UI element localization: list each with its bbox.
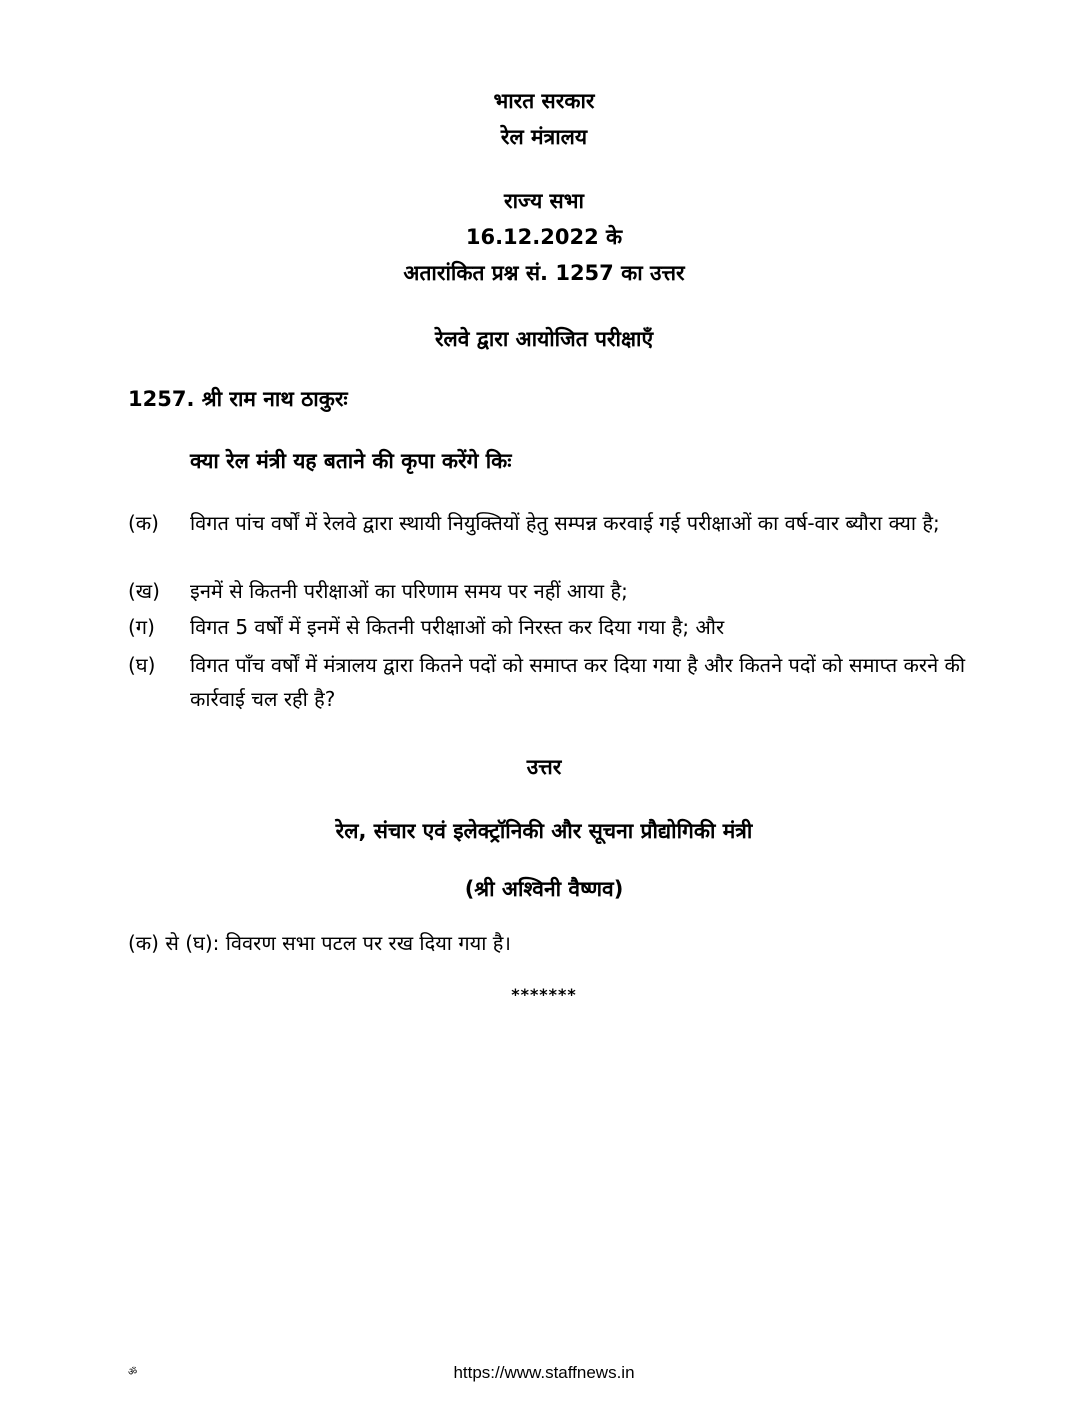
question-reference: अतारांकित प्रश्न सं. 1257 का उत्तर (403, 261, 685, 285)
minister-title: रेल, संचार एवं इलेक्ट्रॉनिकी और सूचना प्रौद्योगिकी मंत्री (335, 819, 753, 843)
question-item-text: विगत पांच वर्षों में रेलवे द्वारा स्थायी नियुक्तियों हेतु सम्पन्न करवाई गई परीक्षाओं का वर्ष-वार ब्यौरा क्या है; (190, 511, 940, 535)
date-line: 16.12.2022 के (465, 225, 623, 249)
minister-name: (श्री अश्विनी वैष्णव) (464, 877, 624, 901)
question-number-member: 1257. श्री राम नाथ ठाकुरः (128, 387, 348, 411)
end-marker: ******* (511, 985, 577, 1004)
question-item-text: विगत पाँच वर्षों में मंत्रालय द्वारा कितने पदों को समाप्त कर दिया गया है और कितने पदों को समाप्त करने की कार्रवाई चल रही है? (190, 653, 966, 711)
footer-url: https://www.staffnews.in (453, 1363, 635, 1382)
subject-title: रेलवे द्वारा आयोजित परीक्षाएँ (434, 327, 654, 351)
question-item-text: विगत 5 वर्षों में इनमें से कितनी परीक्षाओं को निरस्त कर दिया गया है; और (190, 615, 725, 639)
answer-reply: (क) से (घ): विवरण सभा पटल पर रख दिया गया है। (128, 931, 511, 955)
question-item-label: (क) (128, 511, 159, 535)
question-item-label: (ग) (128, 615, 155, 639)
answer-heading: उत्तर (526, 755, 562, 779)
question-intro: क्या रेल मंत्री यह बताने की कृपा करेंगे किः (190, 449, 512, 473)
house-heading: राज्य सभा (504, 189, 584, 213)
question-item-text: इनमें से कितनी परीक्षाओं का परिणाम समय पर नहीं आया है; (190, 579, 628, 603)
question-item-label: (घ) (128, 653, 156, 677)
footer-mark: ॐ (128, 1367, 138, 1378)
question-item-label: (ख) (128, 579, 160, 603)
ministry-heading: रेल मंत्रालय (500, 125, 588, 149)
govt-heading: भारत सरकार (493, 89, 595, 113)
